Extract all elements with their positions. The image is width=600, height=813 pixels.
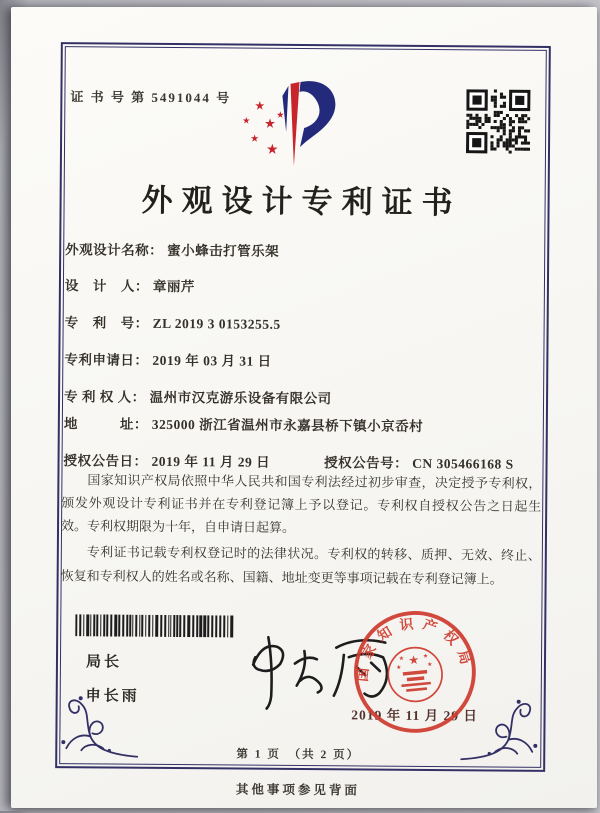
- field-application-date: [64, 348, 272, 370]
- barcode-icon: [75, 614, 235, 637]
- signer-title: 局长: [85, 654, 123, 671]
- qr-code-icon: [466, 89, 531, 154]
- svg-text:★: ★: [254, 98, 266, 113]
- field-label: 专 利 号：: [64, 315, 149, 331]
- svg-text:★: ★: [407, 652, 420, 668]
- field-value: 325000 浙江省温州市永嘉县桥下镇小京岙村: [151, 416, 424, 434]
- svg-text:★: ★: [426, 661, 433, 669]
- field-value: ZL 2019 3 0153255.5: [152, 315, 281, 332]
- cnipa-logo-icon: [230, 69, 355, 180]
- svg-text:★: ★: [265, 142, 279, 158]
- page-indicator: 第 1 页 （共 2 页）: [236, 748, 361, 762]
- national-emblem-icon: [386, 645, 445, 704]
- field-label: 地 址：: [63, 416, 148, 432]
- certificate-number: 证 书 号 第 5491044 号: [70, 89, 232, 106]
- field-value: 2019 年 11 月 29 日: [151, 453, 271, 470]
- field-patent-number: [65, 311, 281, 333]
- cnipa-official-seal: [349, 606, 480, 737]
- svg-text:★: ★: [422, 653, 429, 661]
- svg-text:★: ★: [250, 133, 260, 145]
- seal-date: 2019 年 11 月 29 日: [351, 707, 478, 724]
- body-paragraph: 专利证书记载专利权登记时的法律状况。专利权的转移、质押、无效、终止、恢复和专利权人的姓名或名称、国籍、地址变更等事项记载在专利登记簿上。: [60, 544, 541, 587]
- certificate-body: [61, 468, 542, 593]
- field-designer: [65, 274, 195, 295]
- svg-text:★: ★: [395, 664, 402, 672]
- field-label: 专利申请日：: [64, 352, 149, 368]
- back-note: 其他事项参见背面: [235, 782, 361, 798]
- svg-text:★: ★: [264, 115, 276, 131]
- field-label: 专 利 权 人：: [64, 389, 146, 405]
- svg-text:★: ★: [242, 115, 251, 126]
- field-label: 授权公告日：: [63, 453, 148, 469]
- certificate-title: 外观设计专利证书: [141, 182, 462, 221]
- field-label: 授权公告号：: [324, 455, 409, 471]
- signer-block: [86, 650, 141, 718]
- signer-name: 申长雨: [85, 688, 140, 705]
- body-paragraph: 国家知识产权局依照中华人民共和国专利法经过初步审查，决定授予专利权，颁发外观设计专利证书并在专利登记簿上予以登记。专利权自授权公告之日起生效。专利权期限为十年，自申请日起算。: [60, 472, 542, 536]
- field-value: 2019 年 03 月 31 日: [152, 352, 272, 369]
- field-value: 蜜小蜂击打管乐架: [167, 242, 280, 259]
- svg-text:★: ★: [398, 655, 405, 663]
- field-address: [64, 412, 424, 435]
- field-value: CN 305466168 S: [412, 455, 514, 472]
- field-value: 温州市汉克游乐设备有限公司: [149, 389, 332, 407]
- field-label: 设 计 人：: [64, 278, 149, 294]
- field-value: 章丽芹: [152, 278, 195, 295]
- field-design-name: [65, 238, 279, 260]
- field-label: 外观设计名称：: [65, 242, 164, 258]
- seal-text: 国家知识产权局: [354, 615, 476, 683]
- field-patentee: [64, 385, 332, 407]
- svg-text:★: ★: [276, 109, 285, 120]
- seal-icon: [349, 606, 480, 737]
